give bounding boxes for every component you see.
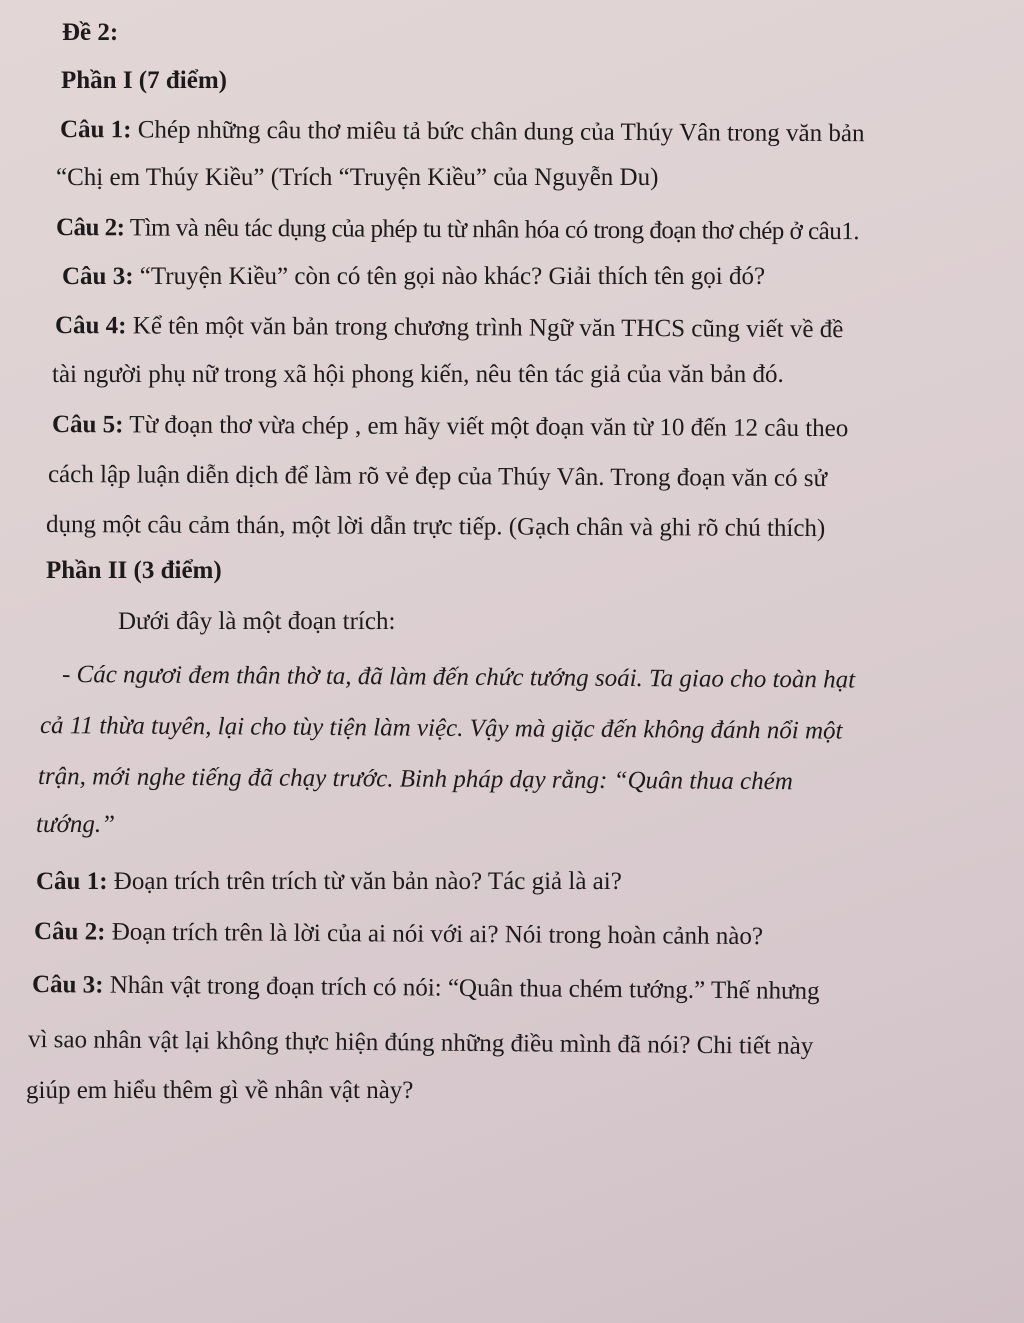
part1-question-4	[55, 311, 844, 345]
question-label: Câu 2:	[55, 214, 125, 242]
excerpt-line: cả 11 thừa tuyên, lại cho tùy tiện làm việc. Vậy mà giặc đến không đánh nổi một	[39, 712, 843, 745]
question-text: Đoạn trích trên là lời của ai nói với ai? Nói trong hoàn cảnh nào?	[105, 918, 764, 951]
part1-question-3	[62, 262, 765, 292]
question-label: Câu 5:	[51, 411, 124, 439]
part1-question-2	[56, 213, 859, 247]
part2-question-3-cont: vì sao nhân vật lại không thực hiện đúng những điều mình đã nói? Chi tiết này	[27, 1026, 814, 1060]
part1-question-1-cont: “Chị em Thúy Kiều” (Trích “Truyện Kiều” của Nguyễn Du)	[56, 164, 659, 191]
part1-question-5	[52, 410, 848, 444]
question-text: Nhân vật trong đoạn trích có nói: “Quân thua chém tướng.” Thế nhưng	[103, 971, 820, 1005]
part1-question-5-cont: cách lập luận diễn dịch để làm rõ vẻ đẹp của Thúy Vân. Trong đoạn văn có sử	[47, 461, 828, 493]
exam-title: Đề 2:	[62, 19, 119, 46]
question-label: Câu 4:	[54, 312, 127, 340]
question-text: Từ đoạn thơ vừa chép , em hãy viết một đoạn văn từ 10 đến 12 câu theo	[123, 411, 849, 443]
question-label: Câu 2:	[33, 918, 106, 946]
question-text: “Truyện Kiều” còn có tên gọi nào khác? Giải thích tên gọi đó?	[133, 263, 766, 290]
part2-question-2	[34, 917, 763, 952]
part1-heading: Phần I (7 điểm)	[61, 67, 227, 94]
part2-heading: Phần II (3 điểm)	[46, 557, 222, 584]
question-text: Chép những câu thơ miêu tả bức chân dung của Thúy Vân trong văn bản	[131, 116, 865, 148]
part1-question-4-cont: tài người phụ nữ trong xã hội phong kiến, nêu tên tác giả của văn bản đó.	[52, 361, 784, 388]
part2-question-1	[36, 867, 622, 897]
part2-intro: Dưới đây là một đoạn trích:	[118, 608, 396, 635]
question-text: Kể tên một văn bản trong chương trình Ngữ văn THCS cũng viết về đề	[126, 312, 844, 344]
question-label: Câu 1:	[36, 868, 108, 895]
part2-question-3	[32, 970, 820, 1007]
question-text: Đoạn trích trên trích từ văn bản nào? Tác giả là ai?	[107, 868, 622, 895]
part1-question-1	[60, 115, 865, 149]
part2-question-3-cont: giúp em hiểu thêm gì về nhân vật này?	[26, 1077, 414, 1104]
part1-question-5-cont: dụng một câu cảm thán, một lời dẫn trực tiếp. (Gạch chân và ghi rõ chú thích)	[45, 511, 826, 543]
excerpt-line: tướng.”	[36, 811, 116, 838]
excerpt-line: - Các ngươi đem thân thờ ta, đã làm đến chức tướng soái. Ta giao cho toàn hạt	[61, 661, 856, 694]
question-text: Tìm và nêu tác dụng của phép tu từ nhân hóa có trong đoạn thơ chép ở câu1.	[124, 214, 860, 246]
excerpt-line: trận, mới nghe tiếng đã chạy trước. Binh pháp dạy rằng: “Quân thua chém	[37, 763, 793, 796]
question-label: Câu 3:	[31, 971, 104, 999]
question-label: Câu 3:	[62, 263, 134, 290]
question-label: Câu 1:	[59, 116, 132, 144]
